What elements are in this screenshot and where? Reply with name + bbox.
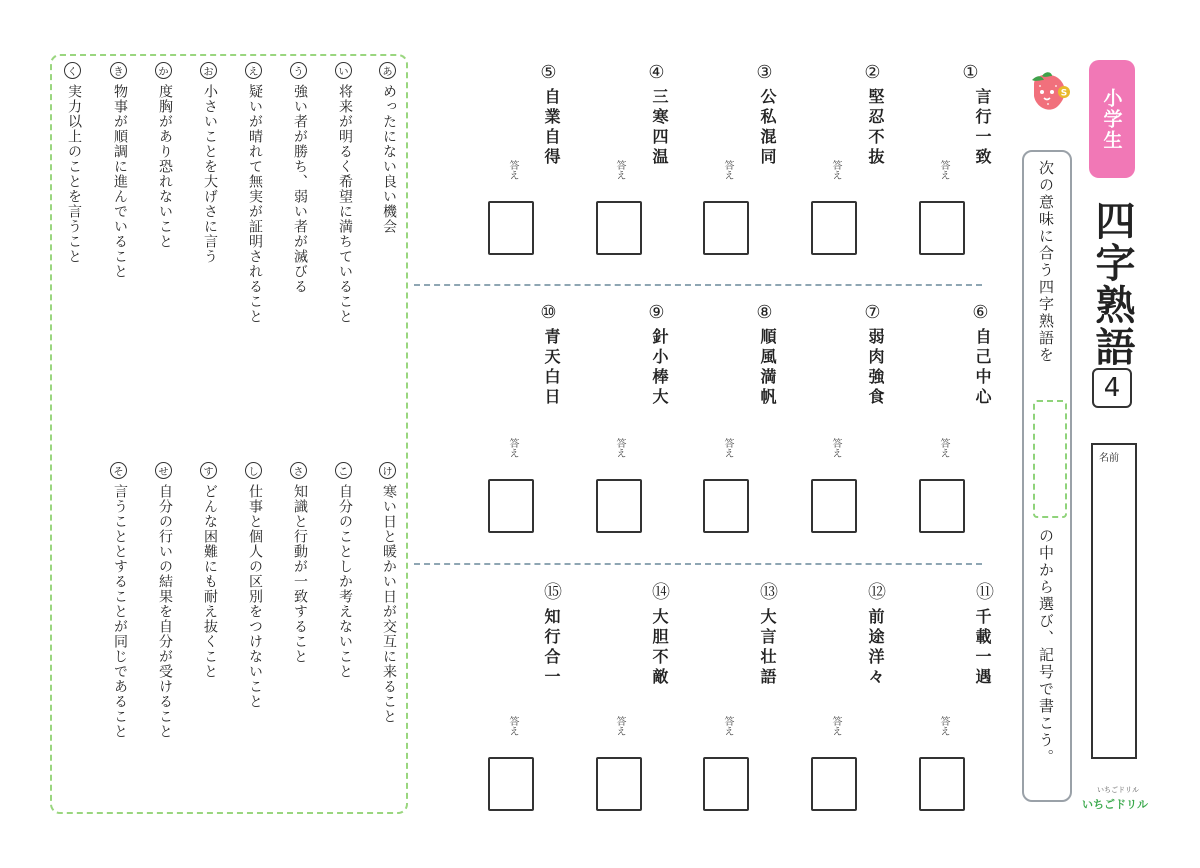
choice-text: 言うこととすることが同じであること: [112, 484, 128, 739]
choice-text: 度胸があり恐れないこと: [157, 84, 173, 249]
problem-word: 自己中心: [973, 328, 992, 408]
problem-word: 千載一遇: [973, 608, 992, 688]
problem-1: [960, 62, 981, 83]
choice-text: 強い者が勝ち、弱い者が滅びる: [292, 84, 308, 294]
choice-letter: お: [200, 62, 217, 79]
problem-word: 青天白日: [542, 328, 561, 408]
problem-word: 針小棒大: [650, 328, 669, 408]
grade-label: 小学生: [1100, 87, 1123, 151]
choice-text: 小さいことを大げさに言う: [202, 84, 218, 264]
problem-number: ⑬: [757, 582, 778, 600]
logo-text: いちごドリル: [1082, 798, 1148, 811]
choice-letter: す: [200, 462, 217, 479]
answer-label: 答え: [507, 716, 518, 736]
choice-letter: あ: [379, 62, 396, 79]
problem-word: 前途洋々: [866, 608, 885, 688]
answer-box[interactable]: [811, 757, 857, 811]
name-field[interactable]: [1091, 443, 1137, 759]
answer-box[interactable]: [919, 479, 965, 533]
answer-box[interactable]: [919, 201, 965, 255]
choice-letter: そ: [110, 462, 127, 479]
choice-letter: え: [245, 62, 262, 79]
choice-letter: せ: [155, 462, 172, 479]
choice-text: 物事が順調に進んでいること: [112, 84, 128, 279]
instruction-blank-box: [1033, 400, 1067, 518]
answer-box[interactable]: [488, 479, 534, 533]
problem-number: ⑤: [538, 62, 559, 83]
problem-word: 知行合一: [542, 608, 561, 688]
choice-letter: か: [155, 62, 172, 79]
choice-letter: さ: [290, 462, 307, 479]
problem-number: ②: [862, 62, 883, 83]
row-separator: [414, 284, 982, 286]
name-label: 名前: [1099, 453, 1119, 464]
answer-box[interactable]: [811, 201, 857, 255]
answer-label: 答え: [830, 716, 841, 736]
problem-number: ③: [754, 62, 775, 83]
problem-word: 大言壮語: [758, 608, 777, 688]
problem-number: ①: [960, 62, 981, 83]
logo-ruby: いちごドリル: [1097, 786, 1139, 794]
problem-word: 自業自得: [542, 88, 561, 168]
answer-box[interactable]: [703, 479, 749, 533]
choice-letter: い: [335, 62, 352, 79]
choice-letter: し: [245, 462, 262, 479]
page-title-text: 四字熟語: [1089, 200, 1135, 368]
choice-text: 自分の行いの結果を自分が受けること: [157, 484, 173, 739]
problem-number: ⑨: [646, 302, 667, 323]
choice-text: 寒い日と暖かい日が交互に来ること: [381, 484, 397, 724]
svg-text:S: S: [1060, 88, 1068, 99]
problem-number: ⑭: [649, 582, 670, 600]
choice-letter: き: [110, 62, 127, 79]
problem-word: 弱肉強食: [866, 328, 885, 408]
answer-box[interactable]: [488, 201, 534, 255]
problem-word: 公私混同: [758, 88, 777, 168]
sheet-number: 4: [1092, 368, 1132, 408]
answer-label: 答え: [722, 716, 733, 736]
answer-label: 答え: [722, 438, 733, 458]
answer-box[interactable]: [596, 757, 642, 811]
answer-box[interactable]: [811, 479, 857, 533]
grade-tag: [1089, 60, 1135, 178]
answer-box[interactable]: [919, 757, 965, 811]
strawberry-icon: [1028, 70, 1074, 116]
answer-label: 答え: [614, 438, 625, 458]
problem-number: ⑩: [538, 302, 559, 323]
answer-label: 答え: [938, 160, 949, 180]
answer-label: 答え: [507, 160, 518, 180]
problem-word: 大胆不敵: [650, 608, 669, 688]
answer-label: 答え: [938, 716, 949, 736]
choice-letter: う: [290, 62, 307, 79]
choice-text: どんな困難にも耐え抜くこと: [202, 484, 218, 679]
choice-text: 実力以上のことを言うこと: [66, 84, 82, 264]
answer-label: 答え: [614, 716, 625, 736]
problem-word: 順風満帆: [758, 328, 777, 408]
choice-text: 仕事と個人の区別をつけないこと: [247, 484, 263, 709]
answer-label: 答え: [830, 160, 841, 180]
row-separator: [414, 563, 982, 565]
instruction-text-2: の中から選び、記号で書こう。: [1037, 528, 1055, 766]
answer-box[interactable]: [596, 479, 642, 533]
problem-number: ⑧: [754, 302, 775, 323]
problem-word: 堅忍不抜: [866, 88, 885, 168]
answer-box[interactable]: [703, 201, 749, 255]
problem-number: ⑮: [541, 582, 562, 600]
choice-letter: く: [64, 62, 81, 79]
problem-number: ⑥: [970, 302, 991, 323]
instruction-text-1: 次の意味に合う四字熟語を: [1037, 160, 1055, 364]
choice-text: 将来が明るく希望に満ちていること: [337, 84, 353, 324]
problem-word: 言行一致: [973, 88, 992, 168]
answer-label: 答え: [722, 160, 733, 180]
choice-text: 疑いが晴れて無実が証明されること: [247, 84, 263, 324]
choice-text: 自分のことしか考えないこと: [337, 484, 353, 679]
choice-text: めったにない良い機会: [381, 84, 397, 234]
answer-box[interactable]: [488, 757, 534, 811]
choice-letter: こ: [335, 462, 352, 479]
choice-text: 知識と行動が一致すること: [292, 484, 308, 664]
problem-number: ⑦: [862, 302, 883, 323]
page-title: [1086, 200, 1138, 372]
answer-label: 答え: [614, 160, 625, 180]
answer-label: 答え: [507, 438, 518, 458]
problem-number: ④: [646, 62, 667, 83]
answer-box[interactable]: [596, 201, 642, 255]
problem-number: ⑫: [865, 582, 886, 600]
answer-label: 答え: [938, 438, 949, 458]
problem-word: 三寒四温: [650, 88, 669, 168]
problem-number: ⑪: [973, 582, 994, 600]
choice-letter: け: [379, 462, 396, 479]
answer-label: 答え: [830, 438, 841, 458]
answer-box[interactable]: [703, 757, 749, 811]
